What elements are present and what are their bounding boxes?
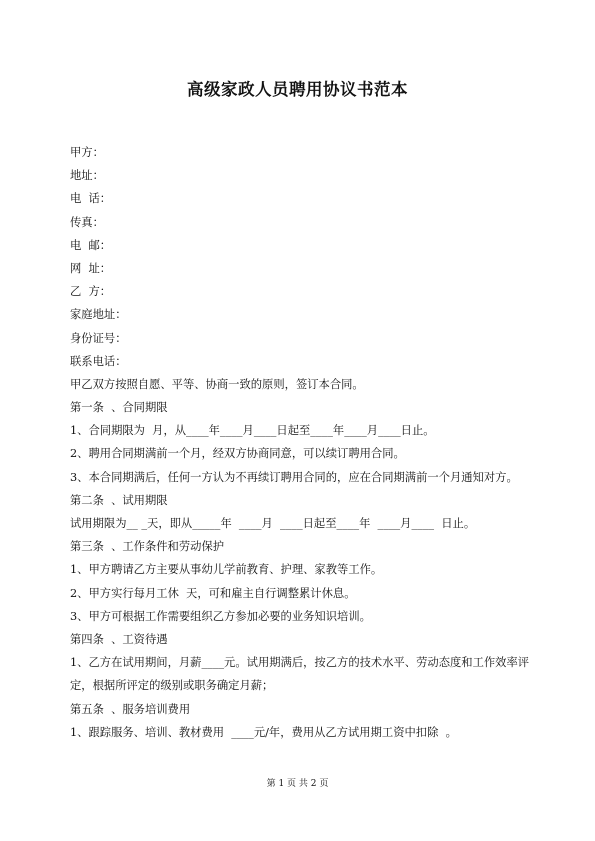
article-2-clause: 试用期限为__ _天，即从_____年 ____月 ____日起至____年 ____月____ 日止。 [70,517,476,531]
id-number-label: 身份证号： [70,331,127,345]
article-4-heading: 第四条 、工资待遇 [70,632,168,646]
article-1-heading: 第一条 、合同期限 [70,401,168,415]
contact-phone-label: 联系电话： [70,354,127,368]
address-label: 地址： [70,169,104,183]
home-address-label: 家庭地址： [70,308,127,322]
fax-label: 传真： [70,215,104,229]
article-3-clause-3: 3、甲方可根据工作需要组织乙方参加必要的业务知识培训。 [70,609,371,623]
article-1-clause-1: 1、合同期限为 月，从____年____月____日起至____年____月____日止。 [70,424,435,438]
party-b-label: 乙 方： [70,285,112,299]
document-title: 高级家政人员聘用协议书范本 [187,80,408,99]
phone-label: 电 话： [70,192,112,206]
article-3-clause-2: 2、甲方实行每月工休 天，可和雇主自行调整累计休息。 [70,586,356,600]
article-1-clause-3: 3、本合同期满后，任何一方认为不再续订聘用合同的，应在合同期满前一个月通知对方。 [70,470,518,484]
article-4-clause-1: 1、乙方在试用期间，月薪____元。试用期满后，按乙方的技术水平、劳动态度和工作效率评定，根据所评定的级别或职务确定月薪； [70,656,530,693]
article-2-heading: 第二条 、试用期限 [70,493,168,507]
page-number-footer: 第 1 页 共 2 页 [266,779,329,789]
document-body [70,141,532,744]
article-3-heading: 第三条 、工作条件和劳动保护 [70,540,225,554]
article-5-heading: 第五条 、服务培训费用 [70,702,191,716]
article-3-clause-1: 1、甲方聘请乙方主要从事幼儿学前教育、护理、家教等工作。 [70,563,383,577]
article-5-clause-1: 1、跟踪服务、培训、教材费用 ____元/年，费用从乙方试用期工资中扣除 。 [70,725,457,739]
website-label: 网 址： [70,261,112,275]
party-a-label: 甲方： [70,146,104,159]
article-1-clause-2: 2、聘用合同期满前一个月，经双方协商同意，可以续订聘用合同。 [70,447,405,461]
email-label: 电 邮： [70,238,112,252]
preamble-paragraph: 甲乙双方按照自愿、平等、协商一致的原则，签订本合同。 [70,377,364,391]
